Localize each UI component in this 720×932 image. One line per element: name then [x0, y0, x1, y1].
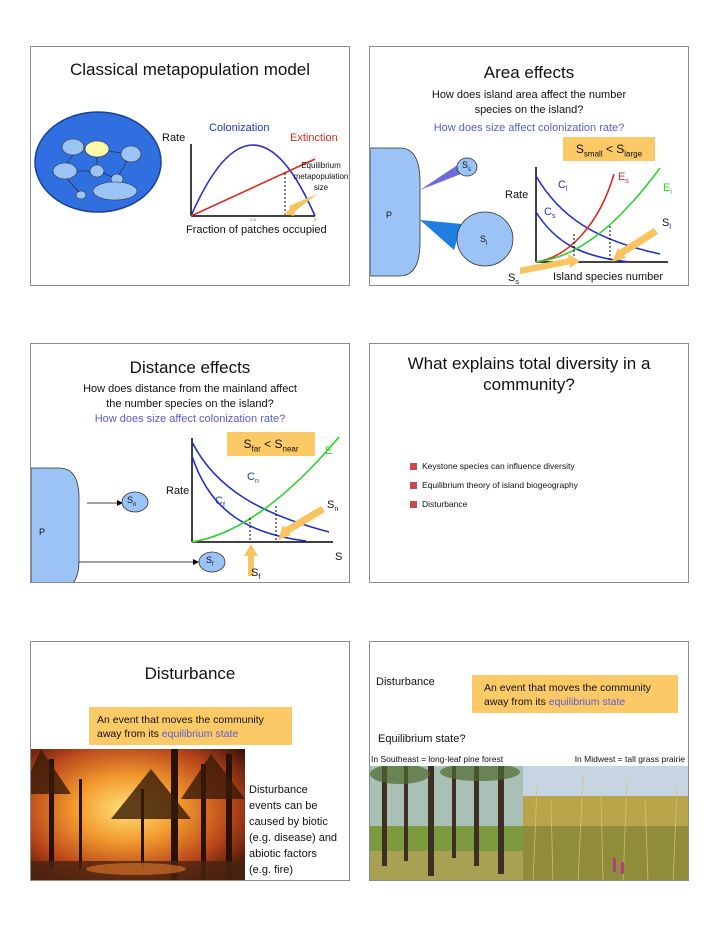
slide-equilibrium-state: [369, 641, 689, 881]
slide-title: Classical metapopulation model: [69, 60, 311, 79]
x-axis-label: S: [335, 551, 343, 563]
bullet-item: Keystone species can influence diversity: [410, 461, 575, 471]
bullet-item: Disturbance: [410, 499, 467, 509]
slide-area-effects: [369, 46, 689, 286]
y-axis-label: Rate: [505, 189, 529, 201]
mainland-shape: [31, 468, 79, 583]
x-axis-label: Island species number: [553, 271, 664, 283]
disturbance-caption: Disturbance events can be caused by biotic (e.g. disease) and abiotic factors (e.g. fire): [249, 784, 338, 876]
colonization-label: Colonization: [209, 122, 270, 134]
large-island-beam: [420, 220, 462, 250]
distance-comparison-box: $S_{far} < S_{near}$: [227, 432, 315, 456]
cf-label: $C_f$: [215, 495, 225, 510]
sl-label: $S_l$: [662, 217, 671, 232]
extinction-label: Extinction: [290, 132, 338, 144]
bullet-marker: [410, 501, 417, 508]
question: How does distance from the mainland affect the number species on the island?: [83, 383, 297, 410]
tick-mid: 0.5: [250, 217, 256, 222]
small-island-label: $S_s$: [462, 160, 472, 173]
x-axis-label: Fraction of patches occupied: [186, 224, 327, 236]
slide-title: What explains total diversity in a community?: [407, 354, 651, 394]
slide-title: Disturbance: [144, 664, 236, 683]
definition-box: An event that moves the community away from its equilibrium state: [89, 707, 292, 745]
mainland-shape: [370, 148, 420, 276]
midwest-caption: In Midwest = tall grass prairie: [574, 754, 685, 764]
bullet-marker: [410, 463, 417, 470]
far-island-label: $S_f$: [206, 555, 214, 568]
slide-disturbance: [30, 641, 350, 881]
tallgrass-prairie-photo: [523, 766, 689, 881]
slide-title: Distance effects: [129, 358, 251, 377]
slide-title: Area effects: [483, 63, 575, 82]
e-label: E: [325, 445, 333, 457]
equilibrium-label: Equilibrium metapopulation size: [293, 161, 349, 192]
mainland-label: P: [39, 527, 46, 537]
mainland-label: P: [386, 210, 393, 220]
question: How does island area affect the number species on the island?: [431, 89, 627, 116]
ss-label: $S_s$: [508, 272, 519, 286]
slide-heading: Disturbance: [376, 676, 435, 688]
equilibrium-question: Equilibrium state?: [378, 733, 466, 745]
metapopulation-network-diagram: [31, 107, 171, 217]
definition-box: An event that moves the community away from its equilibrium state: [472, 675, 678, 713]
southeast-caption: In Southeast = long-leaf pine forest: [371, 754, 504, 764]
slide-total-diversity: [369, 343, 689, 583]
cs-label: $C_s$: [544, 206, 556, 221]
bullet-marker: [410, 482, 417, 489]
bullet-item: Equilibrium theory of island biogeography: [410, 480, 578, 490]
y-axis-label: Rate: [166, 485, 190, 497]
forest-fire-photo: [31, 749, 245, 881]
slide-classical-metapopulation: [30, 46, 350, 286]
size-comparison-box: $S_{small} < S_{large}$: [563, 137, 655, 161]
near-island-label: $S_n$: [127, 495, 137, 508]
colonization-question: How does size affect colonization rate?: [433, 122, 625, 134]
el-label: $E_l$: [663, 182, 672, 197]
longleaf-pine-photo: [370, 766, 523, 881]
es-label: $E_s$: [618, 171, 629, 186]
sn-label: $S_n$: [327, 499, 339, 514]
slide-distance-effects: [30, 343, 350, 583]
island-diagram: [370, 142, 520, 286]
cl-label: $C_l$: [558, 179, 568, 194]
cn-label: $C_n$: [247, 471, 259, 486]
colonization-question: How does size affect colonization rate?: [94, 413, 286, 425]
sf-label: $S_f$: [251, 567, 261, 582]
tick-end: 1: [313, 217, 317, 222]
extinction-curve: [192, 437, 339, 542]
large-island-label: $S_l$: [480, 234, 488, 247]
y-axis-label: Rate: [162, 132, 186, 144]
